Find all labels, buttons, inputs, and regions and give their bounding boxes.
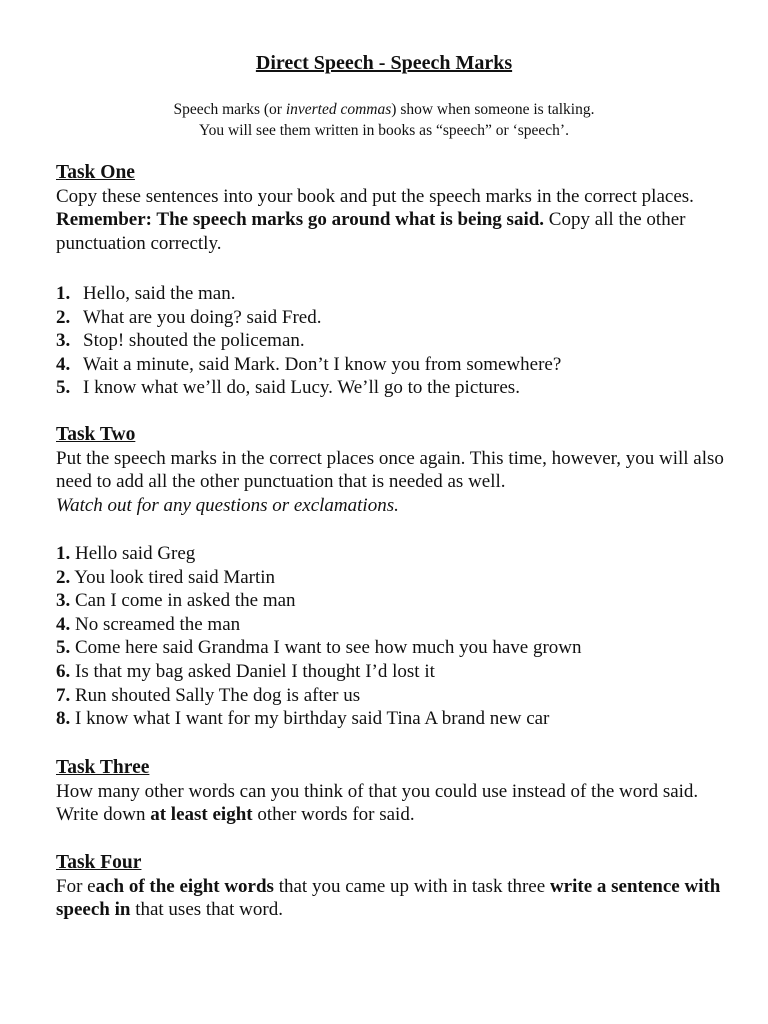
list-item [56,353,728,377]
item-text: I know what we’ll do, said Lucy. We’ll go to the pictures. [83,377,520,399]
task-four-instructions [56,875,728,922]
item-number: 3. [56,330,71,352]
task-two-text: Put the speech marks in the correct places once again. This time, however, you will also need to add all the other punctuation that is needed as well. [56,447,724,493]
list-item [56,566,728,590]
item-number: 3. [56,590,71,612]
list-item [56,613,728,637]
task-two-heading: Task Two [56,424,136,445]
intro-line-2-part-a: You will see them written in books as [199,122,436,139]
intro-line-1-part-a: Speech marks (or [173,101,286,118]
task-four-emphasis-2: write a sentence with speech in [56,875,721,921]
item-text: Hello, said the man. [83,283,236,304]
item-number: 2. [56,306,71,328]
task-one-remember-note: Remember: The speech marks go around what is being said. [56,209,545,231]
item-number: 1. [56,283,71,304]
list-item [56,660,728,684]
item-number: 7. [56,684,71,706]
intro-line-2-end: . [565,122,569,139]
list-item [56,707,728,731]
intro-line-2 [0,120,768,141]
item-number: 2. [56,566,71,588]
intro-text [0,99,768,141]
task-three-section [56,756,728,827]
list-item [56,376,728,400]
task-three-emphasis: at least eight [150,804,253,826]
item-text: Run shouted Sally The dog is after us [75,684,361,706]
list-item [56,636,728,660]
item-text: Can I come in asked the man [75,590,296,612]
list-item [56,329,728,353]
intro-line-1-emphasis: inverted commas [285,101,392,118]
intro-line-1-part-b: ) show when someone is talking. [391,101,595,118]
intro-single-quote-example: ‘speech’ [512,122,566,139]
task-one-heading: Task One [56,162,135,183]
task-two-list [56,542,728,731]
list-item [56,306,728,330]
item-text: Stop! shouted the policeman. [83,330,305,352]
item-number: 6. [56,660,71,682]
task-four-text-c: that uses that word. [130,899,283,921]
item-number: 4. [56,613,71,635]
item-number: 1. [56,543,71,564]
task-two-watch-out-note: Watch out for any questions or exclamations. [56,494,399,516]
task-three-text-b: other words for said. [252,804,415,826]
task-four-text-a: For e [56,875,96,897]
item-text: Come here said Grandma I want to see how much you have grown [75,637,582,659]
intro-double-quote-example: “speech” [435,122,492,139]
item-text: Hello said Greg [75,543,196,564]
intro-line-1 [0,99,768,120]
task-one-text-a: Copy these sentences into your book and put the speech marks in the correct places. [56,185,694,207]
task-two-section [56,423,728,517]
task-one-list [56,282,728,400]
list-item [56,282,728,306]
item-number: 5. [56,377,71,399]
task-four-section [56,851,728,922]
task-two-instructions [56,447,728,518]
page-title: Direct Speech - Speech Marks [255,52,513,74]
item-text: You look tired said Martin [74,566,276,588]
item-text: Wait a minute, said Mark. Don’t I know you from somewhere? [83,353,562,375]
list-item [56,589,728,613]
task-four-emphasis-1: ach of the eight words [95,875,274,897]
item-text: Is that my bag asked Daniel I thought I’d lost it [75,660,435,682]
task-three-text-a: How many other words can you think of that you could use instead of the word said. Write down [56,780,699,826]
task-one-instructions [56,185,728,256]
list-item [56,542,728,566]
item-text: I know what I want for my birthday said Tina A brand new car [75,708,550,730]
intro-line-2-mid: or [491,122,513,139]
task-three-heading: Task Three [56,757,150,778]
task-one-text-b: Copy all the other punctuation correctly. [56,209,686,254]
task-three-instructions [56,780,728,827]
task-one-section [56,161,728,255]
task-four-text-b: that you came up with in task three [273,875,550,897]
item-number: 8. [56,708,71,730]
item-number: 5. [56,637,71,659]
item-number: 4. [56,353,71,375]
item-text: No screamed the man [75,613,241,635]
task-four-heading: Task Four [56,852,142,873]
item-text: What are you doing? said Fred. [83,306,322,328]
list-item [56,684,728,708]
